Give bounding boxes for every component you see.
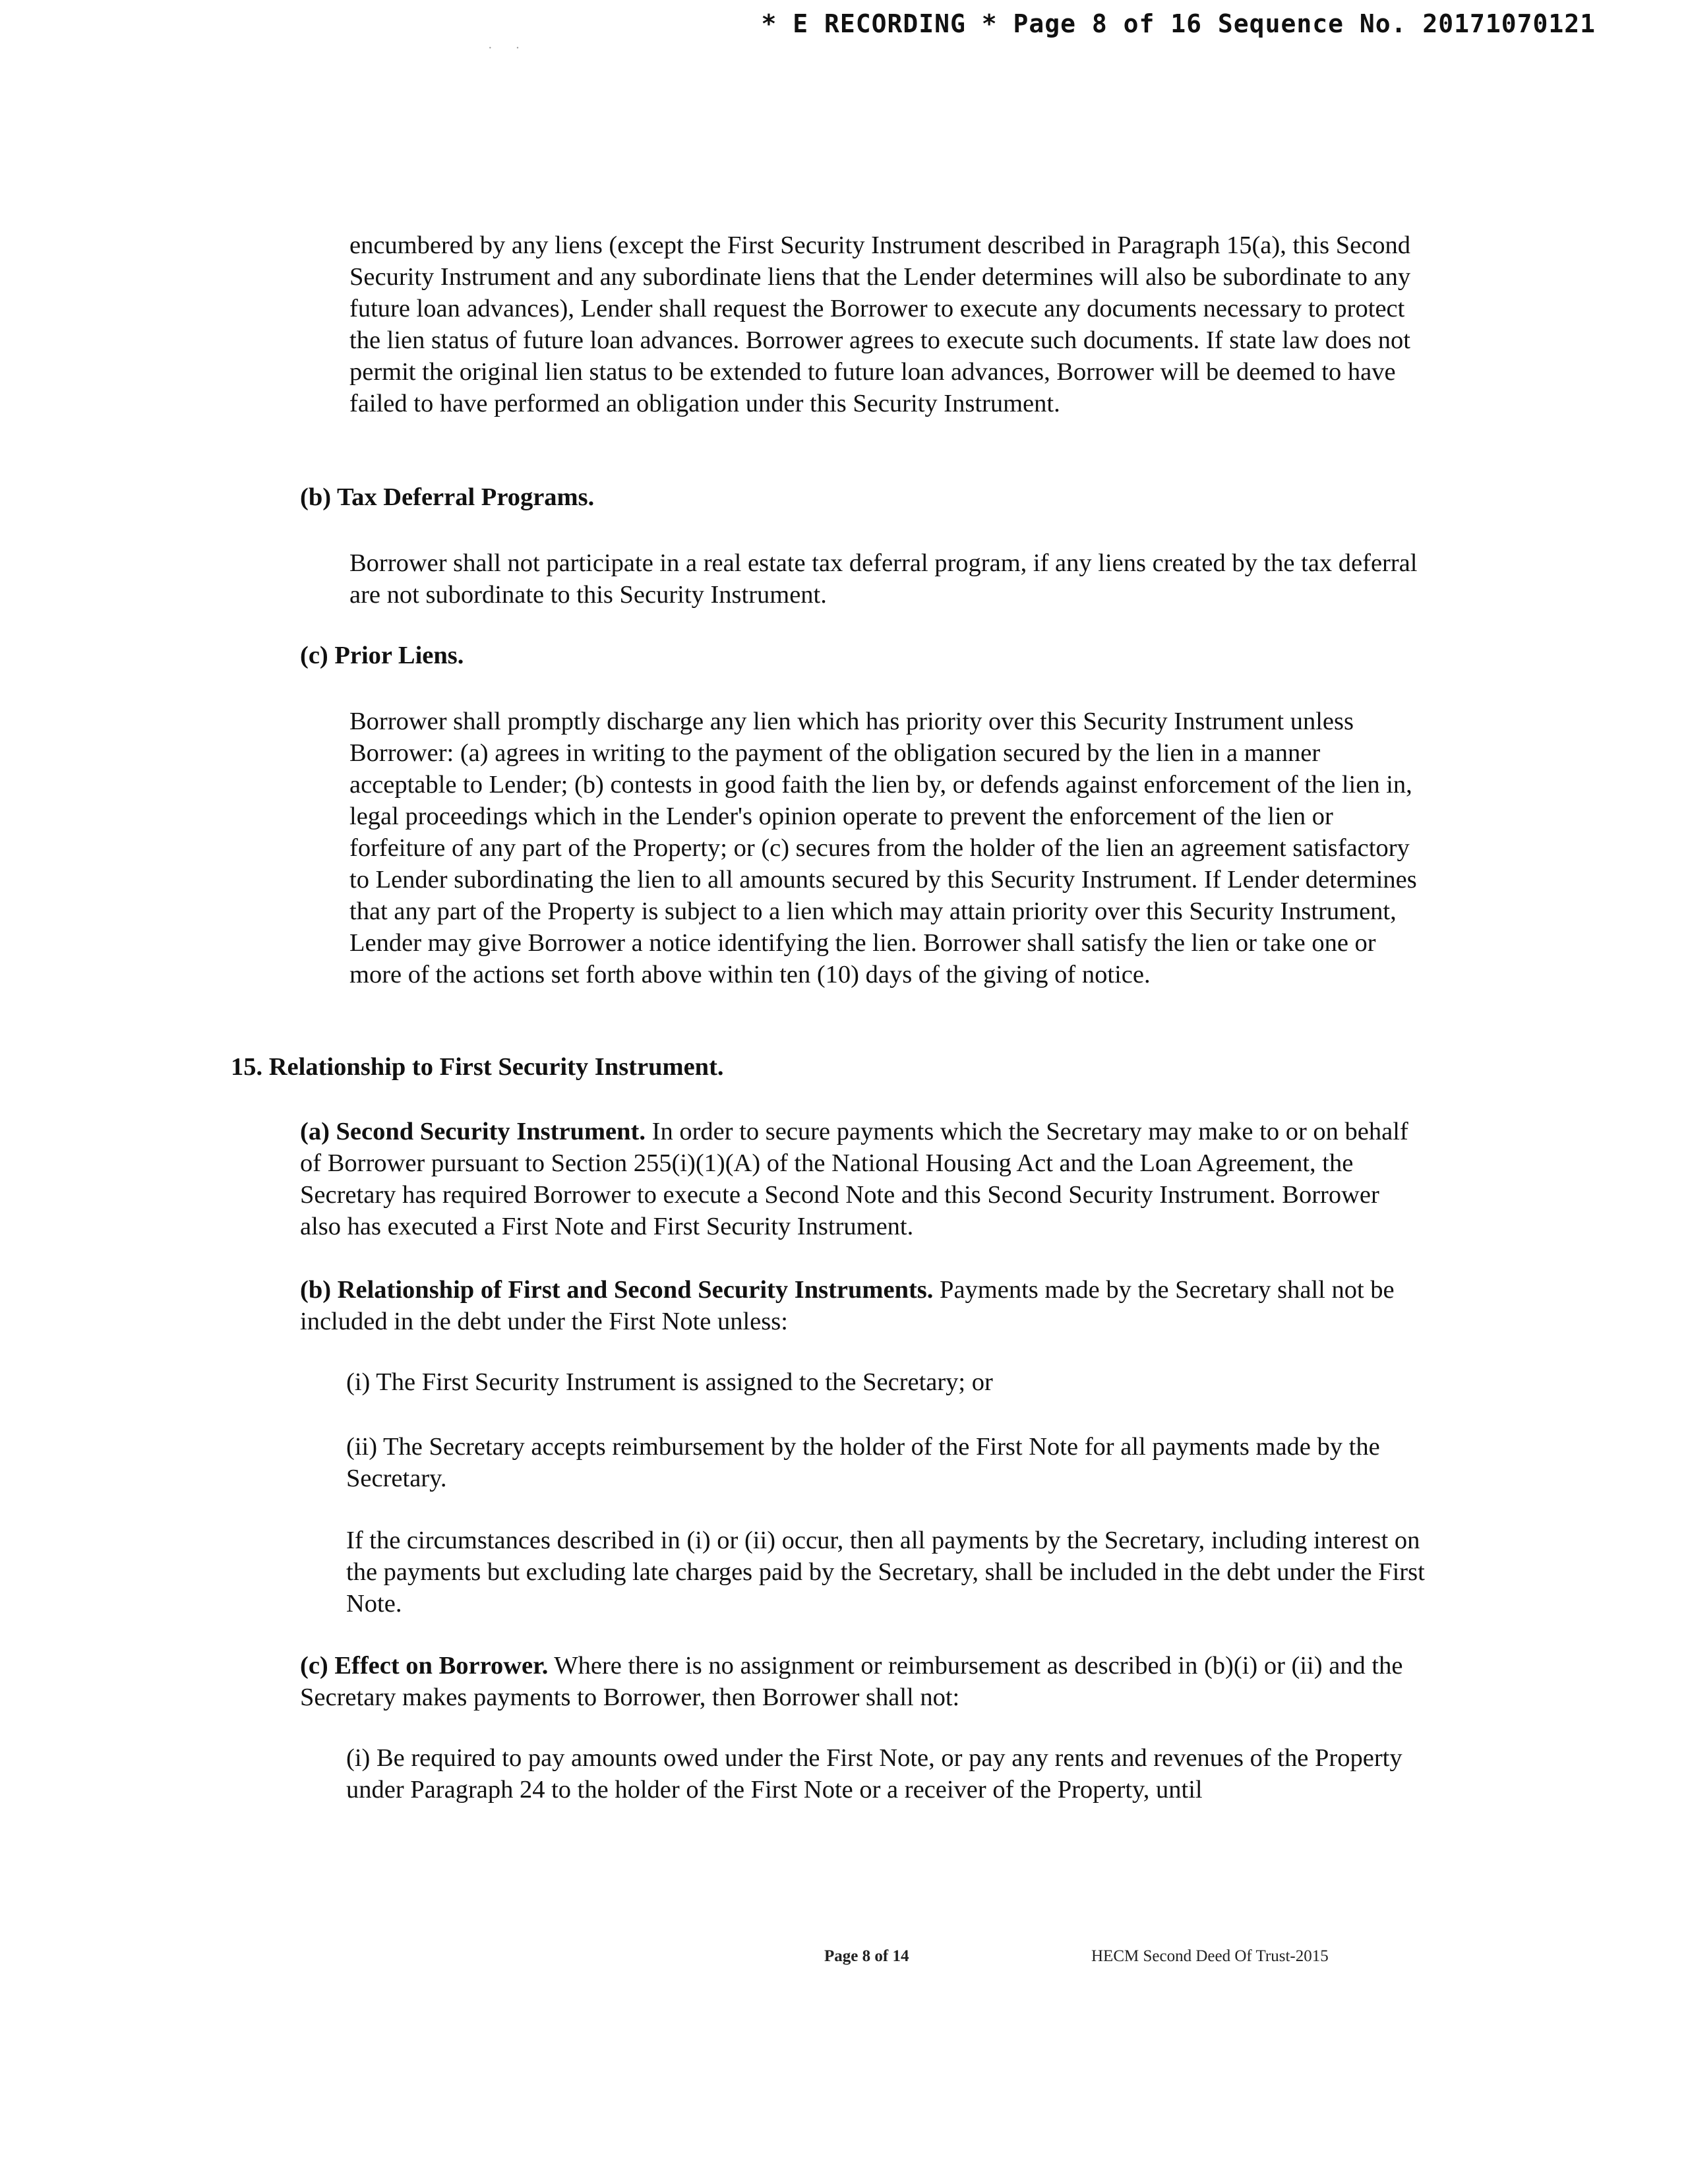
section-15b-item-i: (i) The First Security Instrument is assigned to the Secretary; or: [346, 1368, 993, 1396]
scan-speck: · ·: [488, 41, 520, 55]
prior-liens-text: Borrower shall promptly discharge any lien which has priority over this Security Instrument unless Borrower: (a) agrees in writing to the payment of the obligation secured by the lien in a manner acceptable to Lender; (b) contests in good faith the lien by, or defends against enforcement of the lien in, legal proceedings which in the Lender's opinion operate to prevent the enforcement of the lien or forfeiture of any part of the Property; or (c) secures from the holder of the lien an agreement satisfactory to Lender subordinating the lien to all amounts secured by this Security Instrument. If Lender determines that any part of the Property is subject to a lien which may attain priority over this Security Instrument, Lender may give Borrower a notice identifying the lien. Borrower shall satisfy the lien or take one or more of the actions set forth above within ten (10) days of the giving of notice.: [349, 708, 1417, 988]
recording-stamp: * E RECORDING * Page 8 of 16 Sequence No. 20171070121: [761, 9, 1596, 38]
section-15b-paragraph: [300, 1274, 1414, 1337]
section-15b-text: Payments made by the Secretary shall not be included in the debt under the First Note unless:: [300, 1276, 1395, 1335]
section-15a-paragraph: [300, 1116, 1414, 1242]
continuation-paragraph: encumbered by any liens (except the First Security Instrument described in Paragraph 15(a), this Second Security Instrument and any subordinate liens that the Lender determines will also be subordinate to any future loan advances), Lender shall request the Borrower to execute any documents necessary to protect the lien status of future loan advances. Borrower agrees to execute such documents. If state law does not permit the original lien status to be extended to future loan advances, Borrower will be deemed to have failed to have performed an obligation under this Security Instrument.: [349, 231, 1411, 417]
section-15a-text: In order to secure payments which the Secretary may make to or on behalf of Borrower pursuant to Section 255(i)(1)(A) of the National Housing Act and the Loan Agreement, the Secretary has required Borrower to execute a Second Note and this Second Security Instrument. Borrower also has executed a First Note and First Security Instrument.: [300, 1118, 1408, 1240]
section-15c-item-i: (i) Be required to pay amounts owed under the First Note, or pay any rents and revenues of the Property under Paragraph 24 to the holder of the First Note or a receiver of the Property, until: [346, 1744, 1402, 1804]
section-15a-heading: (a) Second Security Instrument.: [300, 1118, 646, 1145]
section-15b-item-ii: (ii) The Secretary accepts reimbursement by the holder of the First Note for all payments made by the Secretary.: [346, 1433, 1380, 1492]
prior-liens-heading: (c) Prior Liens.: [300, 642, 464, 669]
section-15-heading: 15. Relationship to First Security Instrument.: [231, 1053, 724, 1081]
tax-deferral-text: Borrower shall not participate in a real estate tax deferral program, if any liens created by the tax deferral are not subordinate to this Security Instrument.: [349, 549, 1418, 609]
section-15b-heading: (b) Relationship of First and Second Security Instruments.: [300, 1276, 934, 1304]
section-15c-heading: (c) Effect on Borrower.: [300, 1652, 549, 1680]
footer-form-name: HECM Second Deed Of Trust-2015: [1091, 1947, 1329, 1965]
section-15b-circumstances: If the circumstances described in (i) or (ii) occur, then all payments by the Secretary, including interest on the payments but excluding late charges paid by the Secretary, shall be included in the debt under the First Note.: [346, 1527, 1425, 1618]
footer-page-number: Page 8 of 14: [824, 1947, 909, 1965]
section-15c-text: Where there is no assignment or reimbursement as described in (b)(i) or (ii) and the Secretary makes payments to Borrower, then Borrower shall not:: [300, 1652, 1403, 1711]
tax-deferral-heading: (b) Tax Deferral Programs.: [300, 483, 595, 511]
section-15c-paragraph: [300, 1650, 1414, 1713]
